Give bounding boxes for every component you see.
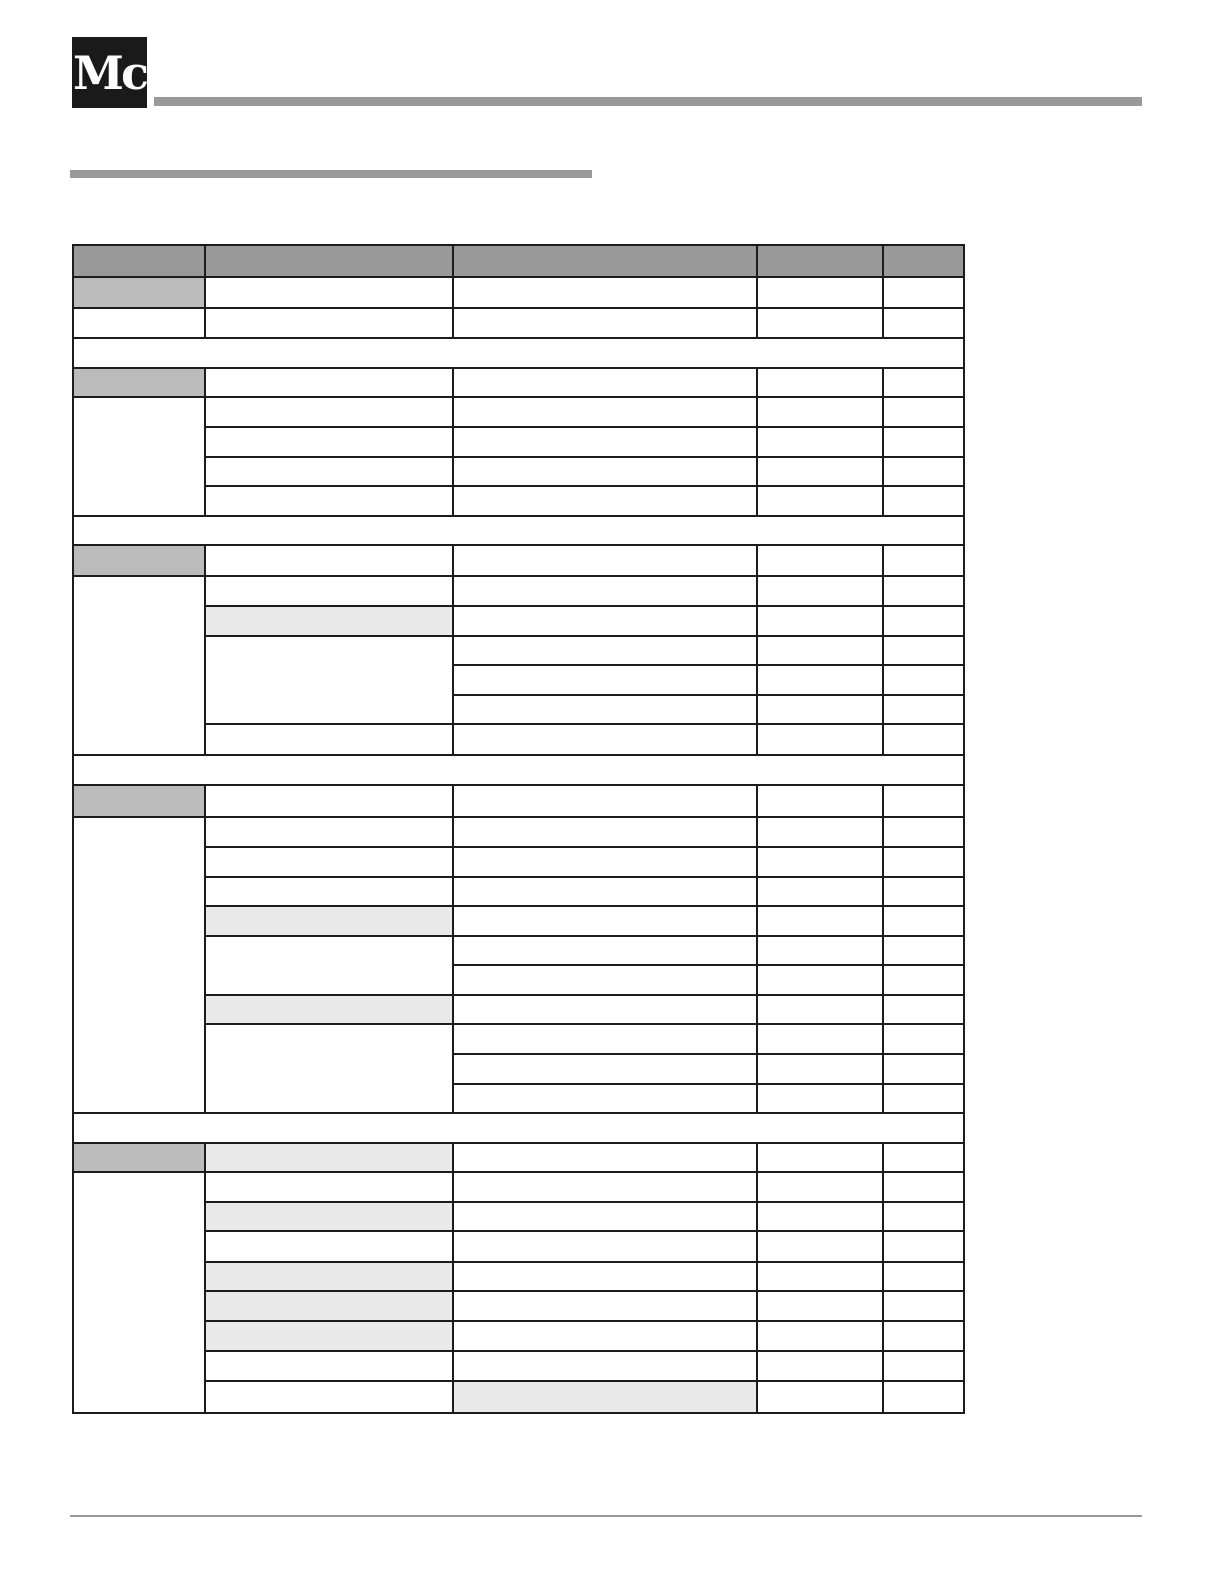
table-cell — [883, 936, 964, 965]
table-cell — [757, 665, 883, 695]
table-cell — [453, 427, 757, 457]
table-row — [73, 1291, 964, 1321]
table-cell — [205, 1262, 453, 1291]
table-cell — [883, 906, 964, 936]
table-cell — [757, 785, 883, 817]
table-cell — [205, 1202, 453, 1231]
table-row — [73, 397, 964, 427]
mcintosh-logo — [72, 37, 147, 108]
table-cell — [757, 995, 883, 1024]
table-cell — [453, 1143, 757, 1172]
table-cell — [453, 636, 757, 665]
table-cell — [453, 1172, 757, 1202]
section-row — [73, 338, 964, 368]
table-cell — [205, 576, 453, 606]
table-row — [73, 1381, 964, 1413]
table-row — [73, 847, 964, 877]
table-cell — [453, 576, 757, 606]
table-cell — [757, 1084, 883, 1113]
table-cell — [453, 397, 757, 427]
subgroup-span-cell — [205, 1024, 453, 1113]
table-cell — [883, 785, 964, 817]
table-row — [73, 457, 964, 486]
table-cell — [453, 995, 757, 1024]
table-cell — [453, 906, 757, 936]
table-cell — [453, 486, 757, 516]
table-cell — [453, 877, 757, 906]
table-cell — [453, 1054, 757, 1084]
spec-table — [72, 244, 965, 1414]
table-row — [73, 817, 964, 847]
table-cell — [453, 457, 757, 486]
table-row — [73, 724, 964, 755]
table-cell — [757, 724, 883, 755]
table-cell — [205, 1231, 453, 1262]
table-cell — [883, 457, 964, 486]
subgroup-span-cell — [205, 636, 453, 724]
table-cell — [453, 1262, 757, 1291]
table-cell — [883, 817, 964, 847]
table-cell — [883, 695, 964, 724]
table-cell — [757, 427, 883, 457]
group-span-cell — [73, 397, 205, 516]
table-row — [73, 906, 964, 936]
table-row — [73, 1202, 964, 1231]
table-cell — [205, 427, 453, 457]
table-cell — [757, 1321, 883, 1351]
section-cell — [73, 516, 964, 545]
table-cell — [883, 724, 964, 755]
table-cell — [757, 1231, 883, 1262]
table-cell — [883, 1024, 964, 1054]
section-cell — [73, 755, 964, 785]
table-cell — [205, 1143, 453, 1172]
table-row — [73, 877, 964, 906]
table-cell — [453, 1381, 757, 1413]
section-row — [73, 1113, 964, 1143]
table-cell — [205, 277, 453, 308]
table-cell — [883, 1262, 964, 1291]
table-cell — [883, 545, 964, 576]
table-row — [73, 277, 964, 308]
table-cell — [453, 965, 757, 995]
table-cell — [757, 1143, 883, 1172]
table-row — [73, 308, 964, 338]
table-cell — [757, 576, 883, 606]
table-cell — [757, 1381, 883, 1413]
table-cell — [883, 1143, 964, 1172]
table-cell — [883, 965, 964, 995]
table-cell — [205, 847, 453, 877]
header-rule — [154, 97, 1142, 106]
group-span-cell — [73, 1172, 205, 1413]
table-cell — [883, 576, 964, 606]
table-cell — [757, 368, 883, 397]
table-cell — [205, 1381, 453, 1413]
table-row — [73, 368, 964, 397]
table-cell — [453, 1202, 757, 1231]
table-cell — [757, 965, 883, 995]
table-cell — [453, 545, 757, 576]
table-cell — [205, 606, 453, 636]
table-cell — [883, 277, 964, 308]
table-row — [73, 1231, 964, 1262]
table-cell — [453, 1084, 757, 1113]
table-cell — [205, 368, 453, 397]
table-cell — [205, 785, 453, 817]
table-cell — [757, 397, 883, 427]
table-cell — [757, 817, 883, 847]
table-cell — [205, 457, 453, 486]
table-cell — [757, 308, 883, 338]
table-cell — [883, 1084, 964, 1113]
table-cell — [883, 847, 964, 877]
table-cell — [883, 1321, 964, 1351]
table-cell — [453, 817, 757, 847]
header-cell — [453, 245, 757, 277]
table-cell — [453, 1231, 757, 1262]
table-cell — [205, 724, 453, 755]
table-cell — [883, 1172, 964, 1202]
section-row — [73, 755, 964, 785]
table-cell — [453, 277, 757, 308]
table-cell — [883, 308, 964, 338]
group-span-cell — [73, 817, 205, 1113]
logo-text: Mc — [73, 45, 146, 100]
table-cell — [757, 1291, 883, 1321]
table-row — [73, 1262, 964, 1291]
section-title-rule — [70, 170, 592, 178]
table-cell — [453, 1024, 757, 1054]
table-cell — [883, 1291, 964, 1321]
table-cell — [757, 906, 883, 936]
table-cell — [883, 1231, 964, 1262]
table-row — [73, 606, 964, 636]
table-cell — [73, 308, 205, 338]
table-row — [73, 936, 964, 965]
table-cell — [883, 427, 964, 457]
section-cell — [73, 338, 964, 368]
table-cell — [205, 995, 453, 1024]
table-cell — [757, 457, 883, 486]
table-cell — [883, 995, 964, 1024]
table-cell — [205, 1172, 453, 1202]
table-cell — [883, 1202, 964, 1231]
table-cell — [757, 695, 883, 724]
table-cell — [757, 1054, 883, 1084]
header-cell — [73, 245, 205, 277]
table-cell — [205, 1321, 453, 1351]
table-cell — [453, 368, 757, 397]
table-cell — [205, 308, 453, 338]
group-label-cell — [73, 368, 205, 397]
table-row — [73, 427, 964, 457]
table-cell — [757, 1262, 883, 1291]
table-cell — [205, 1291, 453, 1321]
table-cell — [883, 1381, 964, 1413]
table-cell — [453, 606, 757, 636]
table-cell — [757, 486, 883, 516]
table-cell — [205, 877, 453, 906]
group-label-cell — [73, 1143, 205, 1172]
group-label-cell — [73, 277, 205, 308]
table-cell — [757, 1351, 883, 1381]
table-header-row — [73, 245, 964, 277]
table-cell — [757, 847, 883, 877]
table-cell — [453, 785, 757, 817]
table-cell — [205, 545, 453, 576]
table-cell — [757, 936, 883, 965]
table-cell — [883, 636, 964, 665]
table-cell — [453, 665, 757, 695]
table-cell — [883, 606, 964, 636]
table-cell — [757, 1202, 883, 1231]
table-cell — [757, 1172, 883, 1202]
table-cell — [205, 397, 453, 427]
table-cell — [205, 486, 453, 516]
section-cell — [73, 1113, 964, 1143]
table-row — [73, 1143, 964, 1172]
table-cell — [757, 877, 883, 906]
table-row — [73, 576, 964, 606]
table-row — [73, 1351, 964, 1381]
footer-rule — [70, 1515, 1142, 1517]
table-cell — [883, 665, 964, 695]
table-row — [73, 1321, 964, 1351]
table-cell — [757, 636, 883, 665]
table-cell — [453, 695, 757, 724]
table-cell — [757, 1024, 883, 1054]
table-cell — [883, 1054, 964, 1084]
table-cell — [757, 606, 883, 636]
table-cell — [883, 1351, 964, 1381]
table-cell — [453, 1351, 757, 1381]
table-cell — [757, 545, 883, 576]
table-row — [73, 1024, 964, 1054]
group-label-cell — [73, 545, 205, 576]
table-cell — [453, 1321, 757, 1351]
table-row — [73, 995, 964, 1024]
table-cell — [453, 1291, 757, 1321]
table-cell — [453, 847, 757, 877]
table-row — [73, 636, 964, 665]
table-cell — [453, 724, 757, 755]
table-row — [73, 486, 964, 516]
table-row — [73, 785, 964, 817]
group-span-cell — [73, 576, 205, 755]
table-cell — [883, 368, 964, 397]
table-cell — [883, 877, 964, 906]
table-cell — [883, 397, 964, 427]
group-label-cell — [73, 785, 205, 817]
subgroup-span-cell — [205, 936, 453, 995]
table-cell — [205, 1351, 453, 1381]
header-cell — [883, 245, 964, 277]
section-row — [73, 516, 964, 545]
header-cell — [757, 245, 883, 277]
table-row — [73, 545, 964, 576]
table-row — [73, 1172, 964, 1202]
table-cell — [205, 817, 453, 847]
table-cell — [757, 277, 883, 308]
table-cell — [883, 486, 964, 516]
header-cell — [205, 245, 453, 277]
table-cell — [453, 308, 757, 338]
table-cell — [453, 936, 757, 965]
table-cell — [205, 906, 453, 936]
